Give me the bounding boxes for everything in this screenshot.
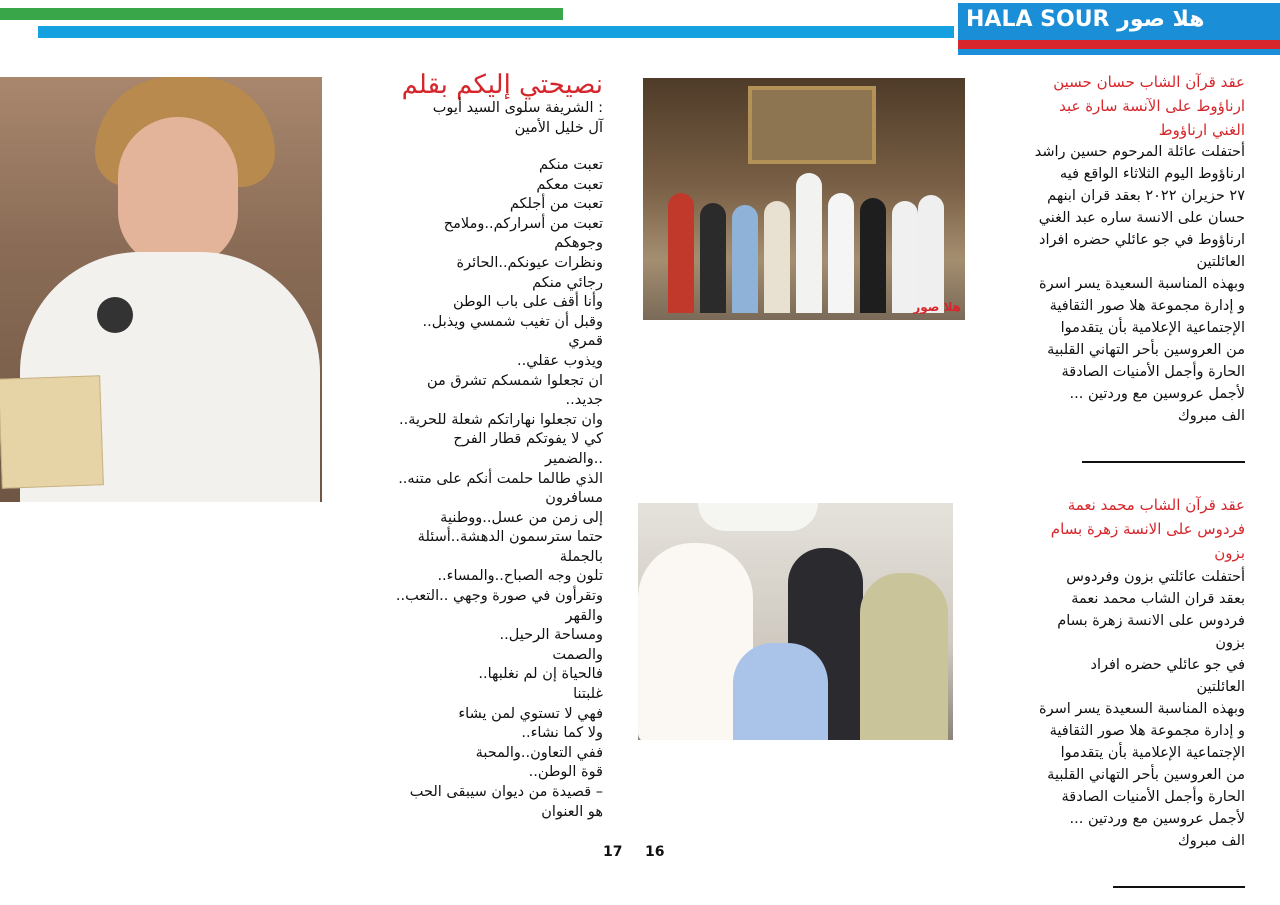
article2-headline xyxy=(985,493,1245,565)
poem-line: بالجملة xyxy=(559,548,603,565)
poem-line: وان تجعلوا نهاراتكم شعلة للحرية.. xyxy=(398,411,603,428)
poem-line: إلى زمن من عسل..ووطنية xyxy=(440,509,603,526)
article2-body-line: و إدارة مجموعة هلا صور الثقافية xyxy=(1049,723,1245,739)
top-green-bar xyxy=(0,8,563,20)
poem-line: وأنا أقف على باب الوطن xyxy=(452,294,603,311)
poem-line: ومساحة الرحيل.. xyxy=(499,627,603,644)
poem-line: كي لا يفوتكم قطار الفرح xyxy=(453,431,603,448)
article2-divider xyxy=(1113,886,1245,888)
poem-line: وقبل أن تغيب شمسي ويذبل.. xyxy=(422,313,603,330)
poem-body xyxy=(343,156,603,822)
poem-line: ان تجعلوا شمسكم تشرق من xyxy=(427,372,603,389)
poem-line: غلبتنا xyxy=(573,686,603,703)
engagement-photo-1 xyxy=(643,78,965,320)
poem-line: فهي لا تستوي لمن يشاء xyxy=(458,705,603,722)
poem-title: نصيحتي إليكم بقلم xyxy=(401,70,603,100)
article1-body-line: الحارة وأجمل الأمنيات الصادقة xyxy=(1061,364,1245,380)
article1-body-line: العائلتين xyxy=(1196,254,1245,270)
seated-guest xyxy=(733,643,828,740)
article2-body-line: وبهذه المناسبة السعيدة يسر اسرة xyxy=(1039,701,1245,717)
engagement-photo-2 xyxy=(638,503,953,740)
poem-line: مسافرون xyxy=(545,490,603,507)
page-number-right: 16 xyxy=(645,844,665,860)
top-blue-bar xyxy=(38,26,954,38)
article2-body-line: في جو عائلي حضره افراد xyxy=(1090,657,1245,673)
article2-body-line: أحتفلت عائلتي بزون وفردوس xyxy=(1066,569,1245,585)
article1-headline-line: الغني ارناؤوط xyxy=(1158,121,1245,139)
article2-headline-line: بزون xyxy=(1214,544,1245,562)
wall-painting xyxy=(748,86,876,164)
article2-body-line: الإجتماعية الإعلامية بأن يتقدموا xyxy=(1060,745,1245,761)
poem-author: : الشريفة سلوى السيد أيوب آل خليل الأمين xyxy=(432,100,603,136)
book-card xyxy=(0,375,104,488)
article1-divider xyxy=(1082,461,1245,463)
article1-body-line: الف مبروك xyxy=(1177,408,1245,424)
author-portrait-photo xyxy=(0,77,322,502)
article1-headline-line: ارناؤوط على الآنسة سارة عبد xyxy=(1059,97,1245,115)
poem-line: فالحياة إن لم نغلبها.. xyxy=(478,666,603,683)
flower-arch xyxy=(698,503,818,531)
article2-body-line: من العروسين بأحر التهاني القلبية xyxy=(1047,767,1245,783)
poem-line: وجوهكم xyxy=(554,235,603,252)
article1-body-line: وبهذه المناسبة السعيدة يسر اسرة xyxy=(1039,276,1245,292)
poem-line: رجائي منكم xyxy=(532,274,603,291)
article1-body-line: لأجمل عروسين مع وردتين ... xyxy=(1069,386,1245,402)
article1-body-line: الإجتماعية الإعلامية بأن يتقدموا xyxy=(1060,320,1245,336)
page-number-left: 17 xyxy=(603,844,623,860)
article2-headline-line: فردوس على الانسة زهرة بسام xyxy=(1050,520,1245,538)
poem-line: جديد.. xyxy=(565,392,603,409)
article1-body-line: و إدارة مجموعة هلا صور الثقافية xyxy=(1049,298,1245,314)
article2-body-line: فردوس على الانسة زهرة بسام xyxy=(1057,613,1245,629)
article1-body-line: حسان على الانسة ساره عبد الغني xyxy=(1038,210,1245,226)
poem-line: الذي طالما حلمت أنكم على متنه.. xyxy=(398,470,603,487)
brooch xyxy=(97,297,133,333)
masthead xyxy=(958,3,1280,55)
article2-body-line: بزون xyxy=(1215,635,1245,651)
article2-headline-line: عقد قرآن الشاب محمد نعمة xyxy=(1067,496,1245,514)
poem-line: قمري xyxy=(568,333,603,350)
poem-line: ففي التعاون..والمحبة xyxy=(475,744,603,761)
article1-body-line: ارناؤوط في جو عائلي حضره افراد xyxy=(1039,232,1245,248)
poem-line: حتما سترسمون الدهشة..أسئلة xyxy=(417,529,603,546)
poem-line: قوة الوطن.. xyxy=(528,764,603,781)
article1-body-line: أحتفلت عائلة المرحوم حسين راشد xyxy=(1034,144,1245,160)
article1-headline-line: عقد قرآن الشاب حسان حسين xyxy=(1053,73,1245,91)
poem-line: ونظرات عيونكم..الحائرة xyxy=(456,254,603,271)
article2-body-line: الحارة وأجمل الأمنيات الصادقة xyxy=(1061,789,1245,805)
poem-line: تعبت منكم xyxy=(538,157,603,173)
poem-line: تعبت معكم xyxy=(536,176,603,193)
poem-line: والصمت xyxy=(552,646,603,663)
article1-headline xyxy=(985,70,1245,142)
article1-body xyxy=(945,141,1245,427)
article1-body-line: من العروسين بأحر التهاني القلبية xyxy=(1047,342,1245,358)
article2-body-line: العائلتين xyxy=(1196,679,1245,695)
guest xyxy=(860,573,948,740)
article2-body-line: بعقد قران الشاب محمد نعمة xyxy=(1071,591,1245,607)
poem-line: تعبت من أجلكم xyxy=(509,196,603,213)
poem-line: والقهر xyxy=(565,607,603,624)
article2-body-line: لأجمل عروسين مع وردتين ... xyxy=(1069,811,1245,827)
poem-line: وتقرأون في صورة وجهي ..التعب.. xyxy=(395,588,603,605)
poem-line: ولا كما نشاء.. xyxy=(521,725,603,742)
poem-line: تعبت من أسراركم..وملامح xyxy=(443,215,603,232)
poem-line: تلون وجه الصباح..والمساء.. xyxy=(437,568,603,585)
article2-body-line: الف مبروك xyxy=(1177,833,1245,849)
poem-line: هو العنوان xyxy=(541,803,603,820)
article1-body-line: ارناؤوط اليوم الثلاثاء الواقع فيه xyxy=(1059,166,1245,182)
masthead-title: HALA SOUR هلا صور xyxy=(966,7,1205,32)
poem-line: – قصيدة من ديوان سيبقى الحب xyxy=(409,784,603,800)
article1-body-line: ٢٧ حزيران ٢٠٢٢ بعقد قران ابنهم xyxy=(1047,188,1245,204)
article2-body xyxy=(945,566,1245,852)
poem-line: ويذوب عقلي.. xyxy=(516,352,603,369)
hala-sour-watermark: هلا صور xyxy=(913,300,961,314)
poem-line: ..والضمير xyxy=(545,450,603,467)
